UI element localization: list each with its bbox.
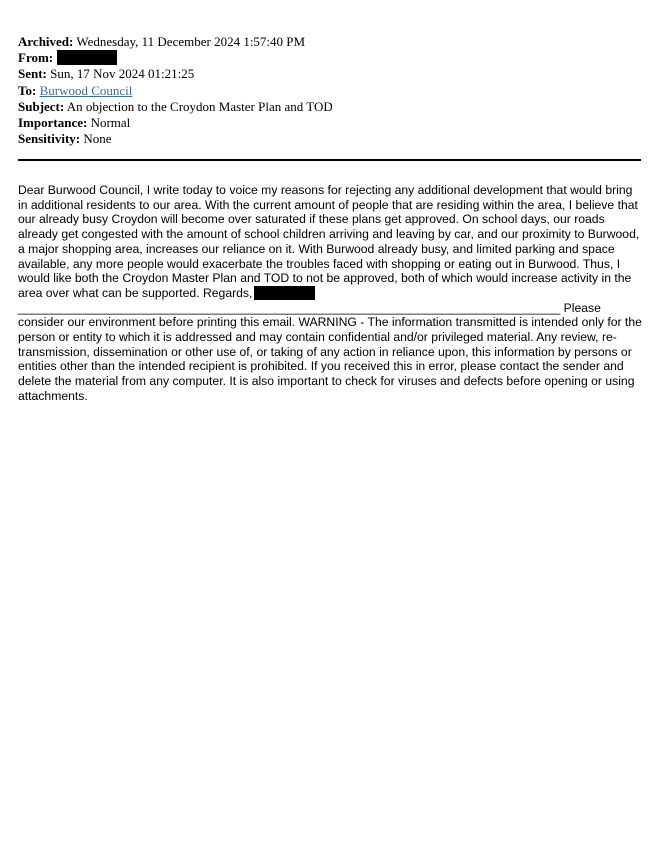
subject-row (18, 99, 638, 115)
email-body (18, 183, 643, 404)
disclaimer-text: ________________________________________________________________________________ Please consider our environment before printing this email. WARNING - The information transmitted is intended only for the person or entity to which it is addressed and may contain confidential and/or privileged material. Any review, re-transmission, dissemination or other use of, or taking of any action in reliance upon, this information by persons or entities other than the intended recipient is prohibited. If you received this in error, please contact the sender and delete the material from any computer. It is also important to check for viruses and defects before opening or using attachments. (18, 300, 642, 403)
subject-label: Subject: (18, 98, 65, 114)
sensitivity-label: Sensitivity: (18, 131, 81, 147)
header-divider (18, 159, 641, 161)
archived-row (18, 34, 638, 50)
sent-value: Sun, 17 Nov 2024 01:21:25 (50, 66, 195, 82)
importance-label: Importance: (18, 115, 88, 131)
to-link[interactable]: Burwood Council (39, 82, 133, 98)
subject-value: An objection to the Croydon Master Plan and TOD (66, 98, 333, 114)
importance-value: Normal (90, 115, 131, 131)
to-row (18, 83, 638, 99)
from-row (18, 50, 638, 66)
sent-label: Sent: (18, 66, 47, 82)
to-label: To: (18, 82, 37, 98)
sensitivity-value: None (83, 131, 112, 147)
archived-value: Wednesday, 11 December 2024 1:57:40 PM (76, 34, 306, 49)
archived-label: Archived: (18, 34, 74, 49)
sensitivity-row (18, 131, 638, 147)
email-header (18, 34, 638, 147)
sent-row (18, 66, 638, 82)
importance-row (18, 115, 638, 131)
signature-redaction (254, 286, 315, 300)
from-label: From: (18, 50, 54, 66)
from-redaction (57, 50, 117, 65)
message-text: Dear Burwood Council, I write today to voice my reasons for rejecting any additional development that would bring in additional residents to our area. With the current amount of people that are residing within the area, I believe that our already busy Croydon will become over saturated if these plans get approved. On school days, our roads already get congested with the amount of school children arriving and leaving by car, and our proximity to Burwood, a major shopping area, increases our reliance on it. With Burwood already busy, and limited parking and space available, any more people would exacerbate the troubles faced with shopping or eating out in Burwood. Thus, I would like both the Croydon Master Plan and TOD to not be approved, both of which would increase activity in the area over what can be supported. Regards, (18, 183, 640, 300)
